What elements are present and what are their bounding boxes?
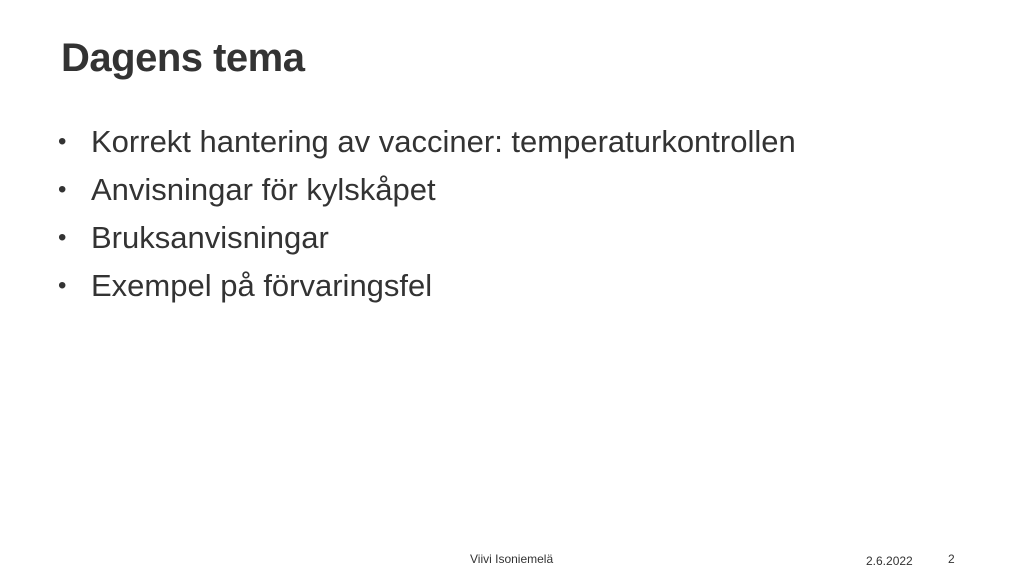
bullet-text: Korrekt hantering av vacciner: temperaturkontrollen bbox=[91, 124, 796, 159]
bullet-icon: • bbox=[58, 272, 67, 299]
bullet-item bbox=[58, 172, 796, 220]
footer-page-number: 2 bbox=[948, 552, 955, 566]
bullet-item bbox=[58, 124, 796, 172]
bullet-text: Exempel på förvaringsfel bbox=[91, 268, 433, 303]
bullet-text: Anvisningar för kylskåpet bbox=[91, 172, 436, 207]
bullet-list bbox=[58, 124, 796, 316]
bullet-item bbox=[58, 220, 796, 268]
bullet-text: Bruksanvisningar bbox=[91, 220, 329, 255]
bullet-icon: • bbox=[58, 176, 67, 203]
bullet-icon: • bbox=[58, 224, 67, 251]
bullet-icon: • bbox=[58, 128, 67, 155]
footer-author: Viivi Isoniemelä bbox=[470, 552, 554, 566]
footer-date: 2.6.2022 bbox=[866, 554, 913, 568]
bullet-item bbox=[58, 268, 796, 316]
slide-title: Dagens tema bbox=[61, 36, 305, 80]
